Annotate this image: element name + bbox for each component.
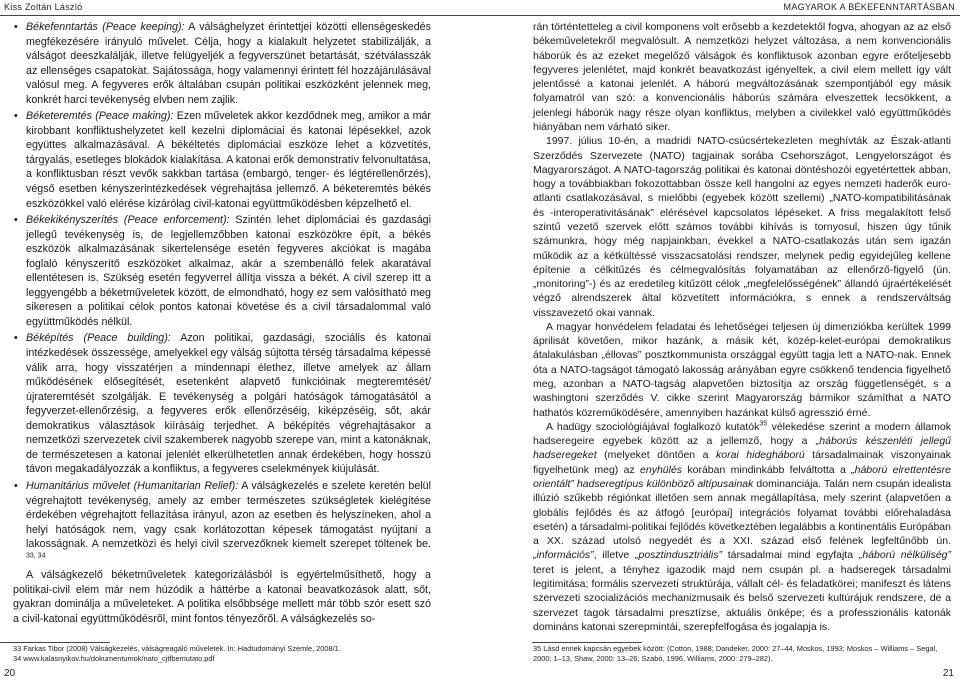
text-run: teret is jelent, a tényhez igazodik majd nem csupán pl. a hadseregek társadalmi legitimitása; formális szervezeti struktúrája, vállalt cél- és feladatkörei; manifeszt és látens szervezeti szocializációs mechanizmusaik és belső szervezeti kultúrájuk rendszere, de a szervezet tagok társadalmi presztízse, aktuális önképe; és a professzionális katonák domináns katonai szerepmintái, szerepfelfogása és jogalapja is.	[533, 563, 951, 633]
text-run: dominanciája. Talán nem csupán idealista illúzió szűkebb régiónkat illetően sem annak megállapítása, mely szerint (alapvetően a globális fejlődés és az átfogó [európai] integrációs folyamat további előrehaladása esetén) a társadalmi-politikai fejlődés következtében legalábbis a kontinentális Európában a XX. század utolsó negyedét és a XXI. század első felének legfeltűnőbb ún.	[533, 478, 951, 548]
footnote-ref: 35	[759, 420, 768, 428]
bullet-icon: •	[14, 21, 18, 33]
running-header-author: Kiss Zoltán László	[4, 2, 83, 12]
text-run: társadalmai mind egyfajta	[721, 549, 859, 562]
list-item-peace-building	[13, 331, 431, 476]
emphasis: „háborús készenléti jellegű hadseregeket	[533, 435, 952, 462]
bullet-icon: •	[14, 214, 18, 227]
page-number-left: 20	[4, 668, 16, 679]
emphasis: „posztindusztriális”	[635, 549, 722, 562]
definition-text: A válsághelyzet érintettjei közötti ellenségeskedés megfékezésére irányuló művelet. Célja, hogy a kialakult helyzetet stabilizálják, a válságot deeszkalálják, illetve felügyeljék a fegyverszünet betartását, szétválasszák az ellenséges csapatokat. Sajátossága, hogy valamennyi érintett fél hozzájárulásával valósul meg. A fegyveres erők általában csupán politikai eszközként jelennek meg, konkrét harci tevékenység elvben nem zajlik.	[26, 21, 431, 106]
footnote-rule-left	[0, 642, 110, 643]
term-peace-enforcement: Békekikényszerítés (Peace enforcement):	[26, 214, 230, 227]
definition-text: Ezen műveletek akkor kezdődnek meg, amikor a már kirobbant konfliktushelyzetet kell kezelni diplomáciai és katonai lépésekkel, azok együttes alkalmazásával. A békéltetés diplomáciai eszköze lehet a közvetítés, tárgyalás, esetleges blokádok kialakítása. A katonai erők demonstratív felvonultatása, a konfliktusban részt vevők sakkban tartása (embargó, tenger- és légtérellenőrzés), végső esetben kényszerintézkedések végrehajtása jellemző. A béketeremtés békés eszközökkel való elérése kizárólag civil-katonai együttműködésben képzelhető el.	[26, 110, 431, 210]
body-paragraph: A válságkezelő béketműveletek kategorizálásból is egyértelműsíthető, hogy a politikai-civil elem már nem húzódik a háttérbe a katonai beavatkozások alatt, sőt, gyakran dominálja a műveleteket. A politika elsőbbsége mellett már több szór esett szó a civil-katonai együttműködésről, mint fontos tényezőről. A válságkezelés so-	[13, 569, 431, 625]
body-paragraph: rán történtetteleg a civil komponens volt erősebb a kezdetektől fogva, ahogyan az az első békeműveletekről megvalósult. A nemzetközi helyzet változása, a nem konvencionális háborúk és az ezeket megelőző válságok és konfliktusok azonban egyre erőteljesebb fegyveres jelenlétet, majd konkrét beavatkozást igényeltek, a civil elem mellett így vált jelentőssé a katonai jelenlét. A háború megváltozásának szempontjából egy másik folyamatról van szó: a konvencionális háborús számára elveszettek lecsökkent, a jelenlegi háborúk nagy része olyan konfliktus, melyben a civilekkel való együttműködés hiányában nem várható siker.	[533, 21, 951, 133]
text-run: A hadügy szociológiájával foglalkozó kutatók	[546, 420, 760, 433]
footnote-ref: 33, 34	[26, 552, 46, 560]
footnote-34: 34 www.kalasnyikov.hu/dokumentumok/nato_cjtfbemutato.pdf	[13, 654, 215, 663]
list-item-peace-keeping	[13, 20, 431, 107]
right-column	[533, 20, 951, 634]
emphasis: „információs”	[533, 549, 594, 562]
operation-types-list	[13, 20, 431, 566]
bullet-icon: •	[14, 479, 18, 492]
body-paragraph: A magyar honvédelem feladatai és lehetőségei teljesen új dimenziókba kerültek 1999 áprilisát követően, mikor hazánk, a másik két, közép-kelet-európai demokratikus átalakulásban „éllovas” posztkommunista országgal együtt tagja lett a NATO-nak. Ennek óta a NATO-tagságot támogató lakosság arányában egyre csökkenő tendencia figyelhető meg, azonban a NATO-tagság alapvetően biztosítja az ország függetlenségét, s a washingtoni szerződés V. cikke szerint Magyarország bármikor számíthat a NATO hathatós közreműködésére, amennyiben hazánkat külső agresszió érné.	[533, 320, 951, 419]
emphasis: korai hidegháború	[716, 449, 805, 462]
footnote-33: 33 Farkas Tibor (2008) Válságkezelés, válságreagáló műveletek. In: Hadtudományi Szemle, 2008/1.	[13, 644, 341, 653]
header-rule	[0, 15, 960, 16]
text-run: vélekedése szerint a modern államok hadseregeire egyebek között az a jellemző, hogy a	[533, 420, 952, 448]
term-peace-building: Béképítés (Peace building):	[26, 332, 171, 345]
emphasis: „háború elrettentésre orientált” hadseregtípus különböző altípusainak	[533, 463, 951, 490]
running-header-title: MAGYAROK A BÉKEFENNTARTÁSBAN	[783, 2, 955, 12]
term-peace-making: Béketeremtés (Peace making):	[26, 110, 174, 123]
emphasis: „háború nélküliség”	[858, 549, 951, 562]
text-run: társadalmainak viszonyainak figyelhetünk meg) az	[533, 449, 951, 476]
page-number-right: 21	[942, 668, 954, 679]
bullet-icon: •	[14, 332, 18, 345]
list-item-humanitarian-relief	[13, 479, 431, 566]
footnote-35: 35 Lásd ennek kapcsán egyebek között: (Cotton, 1988; Dandeker, 2000: 27–44, Moskos, 1993; Moskos – Williams – Segal, 2000: 1–13, Shaw, 2000: 13–26; Szabó, 1996, Williams, 2000: 279–282).	[533, 644, 938, 663]
term-peace-keeping: Békefenntartás (Peace keeping):	[26, 21, 185, 33]
definition-text: Szintén lehet diplomáciai és gazdasági jellegű tevékenység is, de legjellemzőbben katonai eszközökre épít, a békés eszközök alkalmazásának sikertelensége esetén fegyveres akciókat is magába foglaló kényszerítő eszközöket alkalmaz, akár a szembenálló felek akaratával ellentétesen is. Szükség esetén fegyverrel állítja vissza a békét. A civil szerep itt a leggyengébb a béketműveletek között, de elmondható, hogy ez sem valósítható meg sikeresen a politikai célok pontos katonai követése és a civil társadalommal való együttműködés nélkül.	[26, 214, 431, 328]
left-column	[13, 20, 431, 626]
emphasis: enyhülés	[640, 463, 683, 476]
body-paragraph	[533, 420, 951, 634]
term-humanitarian-relief: Humanitárius művelet (Humanitarian Relief):	[26, 479, 239, 492]
text-run: , illetve	[593, 549, 635, 562]
list-item-peace-making	[13, 109, 431, 211]
definition-text: Azon politikai, gazdasági, szociális és katonai intézkedések összessége, amelyekkel egy válság sújtotta térség társadalma képessé válik arra, hogy visszatérjen a mindennapi élethez, illetve amelyek az állam működésének elősegítését, esetenként alapvető funkcióinak megteremtését/újrateremtését szolgálják. E tevékenység a polgári hatóságok támogatásától a fegyverzet-ellenőrzésig, a fegyveres erők ellenőrzéséig, kiképzéséig, sőt, akár demokratikus választások kiírásáig terjedhet. A béképítés végrehajtásakor a nemzetközi szervezetek civil szakemberek nagyobb szerepe van, mint a katonáknak, de természetesen a katonai jelenlét elkerülhetetlen annak érdekében, hogy hosszú távon megakadályozzák a konfliktus, a fegyveres cselekmények kiújulását.	[26, 332, 432, 476]
text-run: korában mindinkább felváltotta a	[682, 463, 852, 476]
bullet-icon: •	[14, 110, 18, 123]
footnote-rule-right	[532, 642, 642, 643]
definition-text: A válságkezelés e szelete keretén belül végrehajtott tevékenység, amely az ember természetes szükségletek kielégítése érdekében végrehajtott fellazítása irányul, azon az esetben és helyszíneken, ahol a helyi hatóságok nem, vagy csak korlátozottan képesek támogatást nyújtani a lakosságnak. A nemzetközi és helyi civil szervezőknek kiemelt szerepet töltenek be.	[26, 479, 431, 551]
text-run: (melyeket döntően a	[596, 449, 716, 462]
list-item-peace-enforcement	[13, 213, 431, 329]
body-paragraph: 1997. július 10-én, a madridi NATO-csúcsértekezleten meghívták az Észak-atlanti Szerződés Szervezete (NATO) tagjainak sorába Csehországot, Lengyelországot és Magyarországot. A NATO-tagország politikai és katonai döntéshozói egyetértettek abban, hogy a továbbiakban fokozottabban össze kell hangolni az egyes nemzeti haderők euro-atlanti csatlakozásával, s mielőbbi (egyebek között szellemi) „NATO-kompatibilitásának és -interoperativitásának” elérésével kapcsolatos lépéseket. A friss megalakított felső szintű vezető szervek előtt számos további kihívás is tornyosul, hiszen úgy tűnik számunkra, hogy még napjainkban, évekkel a NATO-csatlakozás után sem igazán működik az a kétkültéssé visszacsatolási rendszer, melynek pedig egyidejűleg kellene építenie a célkitűzés és célmegvalósítás folyamatában az ellenőrző-figyelő (ún. „monitoring”-) és az eredetileg kitűzött célok „megfelelősségének” állandó újraértékelését végző alrendszerek által közvetített információkra, s ennek a rendszerváltság visszavezető okai vannak.	[533, 135, 951, 319]
